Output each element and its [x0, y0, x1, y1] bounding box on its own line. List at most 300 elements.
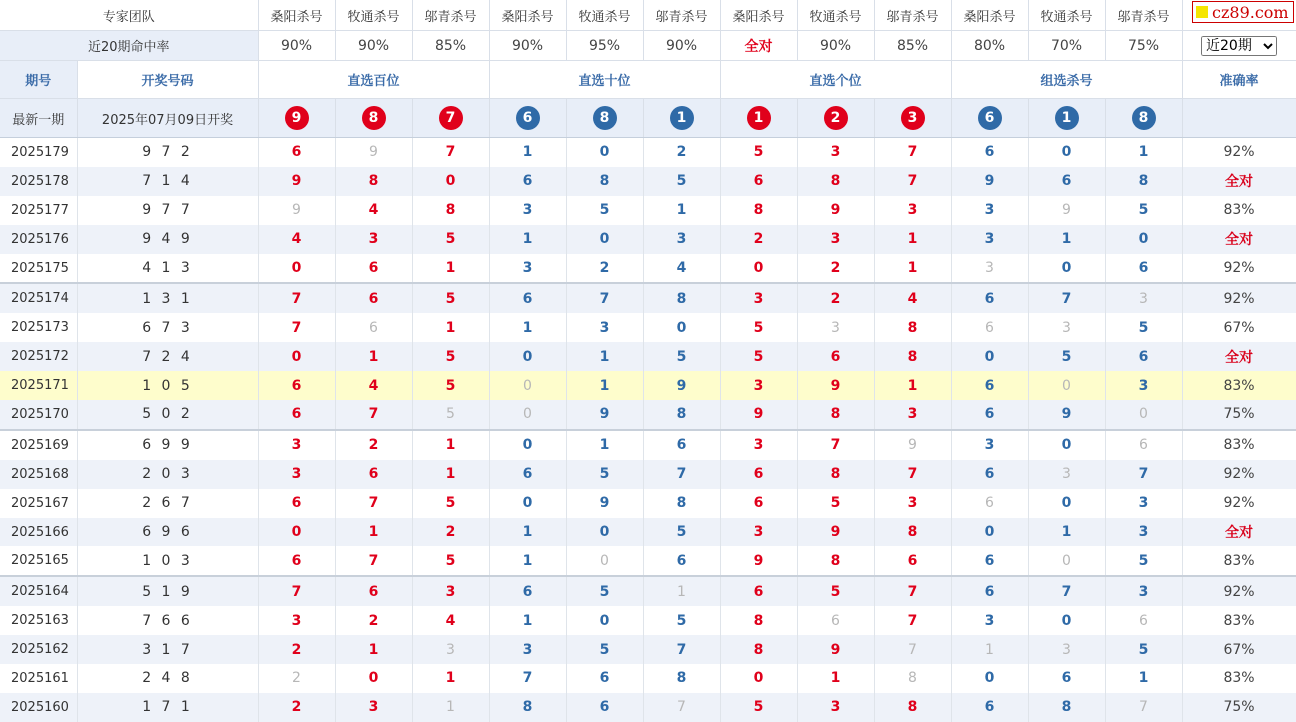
kill-pick: 8 [797, 400, 874, 430]
kill-pick: 3 [643, 225, 720, 254]
kill-pick: 5 [1105, 196, 1182, 225]
kill-pick: 8 [489, 693, 566, 722]
kill-pick: 9 [566, 400, 643, 430]
kill-pick: 8 [643, 283, 720, 313]
draw-numbers: 1 3 1 [77, 283, 258, 313]
kill-pick: 3 [797, 225, 874, 254]
kill-pick: 0 [566, 138, 643, 167]
kill-pick: 0 [1028, 430, 1105, 460]
accuracy-value: 全对 [1182, 167, 1296, 196]
kill-pick: 6 [797, 606, 874, 635]
kill-pick: 5 [643, 167, 720, 196]
kill-pick: 7 [1028, 283, 1105, 313]
kill-pick: 7 [797, 430, 874, 460]
kill-pick: 3 [951, 196, 1028, 225]
accuracy-value: 全对 [1182, 342, 1296, 371]
kill-pick: 6 [720, 167, 797, 196]
accuracy-value: 75% [1182, 693, 1296, 722]
logo-text: cz89.com [1212, 2, 1289, 22]
kill-pick: 1 [412, 693, 489, 722]
kill-pick: 7 [258, 313, 335, 342]
latest-pick-cell [874, 99, 951, 138]
kill-pick: 1 [335, 518, 412, 547]
site-logo[interactable] [1192, 1, 1294, 23]
table-row [0, 489, 1296, 518]
expert-name: 牧通杀号 [335, 0, 412, 31]
kill-pick: 0 [643, 313, 720, 342]
table-row [0, 167, 1296, 196]
kill-pick: 0 [489, 400, 566, 430]
kill-pick: 6 [566, 664, 643, 693]
draw-numbers: 7 1 4 [77, 167, 258, 196]
kill-pick: 0 [1028, 254, 1105, 284]
kill-pick: 6 [335, 460, 412, 489]
table-row [0, 693, 1296, 722]
table-row [0, 576, 1296, 606]
kill-pick: 6 [1105, 430, 1182, 460]
kill-pick: 4 [643, 254, 720, 284]
kill-pick: 3 [258, 460, 335, 489]
table-row [0, 546, 1296, 576]
kill-pick: 3 [258, 430, 335, 460]
expert-name: 桑阳杀号 [258, 0, 335, 31]
kill-pick: 2 [566, 254, 643, 284]
latest-pick-cell [335, 99, 412, 138]
issue-number: 2025169 [0, 430, 77, 460]
kill-pick: 3 [489, 196, 566, 225]
hit-rate: 85% [412, 31, 489, 61]
kill-pick: 1 [1028, 518, 1105, 547]
kill-pick: 6 [1028, 664, 1105, 693]
pick-ball: 6 [978, 106, 1002, 130]
kill-pick: 1 [412, 460, 489, 489]
table-row [0, 342, 1296, 371]
kill-pick: 8 [797, 460, 874, 489]
pick-ball: 8 [1132, 106, 1156, 130]
table-row [0, 138, 1296, 167]
kill-pick: 7 [874, 606, 951, 635]
kill-pick: 8 [797, 546, 874, 576]
table-row [0, 371, 1296, 400]
accuracy-value: 83% [1182, 546, 1296, 576]
accuracy-value: 83% [1182, 606, 1296, 635]
draw-numbers: 7 6 6 [77, 606, 258, 635]
kill-pick: 3 [335, 693, 412, 722]
kill-pick: 1 [874, 371, 951, 400]
group-header-combo: 组选杀号 [951, 61, 1182, 99]
kill-pick: 0 [335, 664, 412, 693]
kill-pick: 3 [951, 254, 1028, 284]
accuracy-value: 全对 [1182, 518, 1296, 547]
kill-pick: 8 [797, 167, 874, 196]
kill-pick: 7 [874, 576, 951, 606]
kill-pick: 7 [643, 635, 720, 664]
accuracy-value: 92% [1182, 460, 1296, 489]
kill-pick: 7 [1028, 576, 1105, 606]
accuracy-column-header: 准确率 [1182, 61, 1296, 99]
kill-pick: 9 [1028, 196, 1105, 225]
issue-number: 2025163 [0, 606, 77, 635]
hit-rate: 90% [643, 31, 720, 61]
kill-pick: 1 [335, 635, 412, 664]
accuracy-value: 83% [1182, 430, 1296, 460]
latest-pick-cell [412, 99, 489, 138]
draw-numbers: 6 7 3 [77, 313, 258, 342]
kill-pick: 9 [566, 489, 643, 518]
kill-pick: 6 [258, 546, 335, 576]
pick-ball: 1 [670, 106, 694, 130]
latest-accuracy-cell [1182, 99, 1296, 138]
period-select[interactable] [1201, 36, 1277, 56]
kill-pick: 3 [874, 400, 951, 430]
pick-ball: 1 [1055, 106, 1079, 130]
kill-pick: 1 [489, 546, 566, 576]
kill-pick: 8 [874, 664, 951, 693]
kill-pick: 3 [1028, 460, 1105, 489]
kill-pick: 1 [412, 430, 489, 460]
kill-pick: 7 [874, 138, 951, 167]
kill-pick: 2 [720, 225, 797, 254]
kill-pick: 6 [951, 546, 1028, 576]
kill-pick: 3 [720, 430, 797, 460]
kill-pick: 5 [797, 489, 874, 518]
kill-pick: 8 [720, 635, 797, 664]
kill-pick: 4 [258, 225, 335, 254]
kill-pick: 9 [874, 430, 951, 460]
latest-pick-cell [566, 99, 643, 138]
kill-pick: 6 [951, 489, 1028, 518]
kill-pick: 1 [412, 313, 489, 342]
latest-pick-cell [489, 99, 566, 138]
draw-numbers: 1 7 1 [77, 693, 258, 722]
kill-pick: 2 [335, 606, 412, 635]
hit-rate-label: 近20期命中率 [0, 31, 258, 61]
kill-pick: 1 [489, 606, 566, 635]
issue-number: 2025177 [0, 196, 77, 225]
kill-pick: 3 [951, 225, 1028, 254]
expert-name: 邬青杀号 [874, 0, 951, 31]
expert-name: 牧通杀号 [566, 0, 643, 31]
kill-pick: 4 [335, 371, 412, 400]
kill-pick: 3 [797, 313, 874, 342]
kill-pick: 5 [412, 400, 489, 430]
pick-ball: 8 [362, 106, 386, 130]
kill-pick: 6 [951, 313, 1028, 342]
issue-number: 2025164 [0, 576, 77, 606]
kill-pick: 0 [566, 606, 643, 635]
kill-pick: 0 [1028, 489, 1105, 518]
kill-pick: 3 [1105, 576, 1182, 606]
kill-pick: 7 [335, 489, 412, 518]
kill-pick: 6 [258, 371, 335, 400]
kill-pick: 3 [1105, 489, 1182, 518]
kill-pick: 0 [566, 225, 643, 254]
kill-pick: 7 [874, 635, 951, 664]
hit-rate: 90% [797, 31, 874, 61]
kill-pick: 9 [797, 635, 874, 664]
kill-pick: 1 [874, 225, 951, 254]
kill-pick: 0 [1028, 138, 1105, 167]
kill-pick: 9 [643, 371, 720, 400]
hit-rate: 90% [258, 31, 335, 61]
kill-pick: 6 [335, 576, 412, 606]
kill-pick: 0 [1028, 371, 1105, 400]
kill-pick: 0 [258, 342, 335, 371]
kill-pick: 2 [797, 254, 874, 284]
draw-numbers: 5 0 2 [77, 400, 258, 430]
kill-pick: 5 [720, 342, 797, 371]
kill-pick: 6 [258, 489, 335, 518]
issue-number: 2025171 [0, 371, 77, 400]
kill-pick: 6 [720, 460, 797, 489]
kill-pick: 7 [335, 546, 412, 576]
group-header-hundreds: 直选百位 [258, 61, 489, 99]
kill-pick: 7 [412, 138, 489, 167]
pick-ball: 9 [285, 106, 309, 130]
draw-numbers: 2 6 7 [77, 489, 258, 518]
latest-pick-cell [797, 99, 874, 138]
kill-pick: 6 [797, 342, 874, 371]
latest-pick-cell [1028, 99, 1105, 138]
pick-ball: 6 [516, 106, 540, 130]
kill-pick: 6 [489, 460, 566, 489]
kill-pick: 2 [335, 430, 412, 460]
kill-pick: 5 [1105, 635, 1182, 664]
kill-pick: 5 [643, 606, 720, 635]
accuracy-value: 92% [1182, 138, 1296, 167]
numbers-column-header: 开奖号码 [77, 61, 258, 99]
kill-pick: 1 [643, 196, 720, 225]
kill-pick: 5 [412, 225, 489, 254]
kill-pick: 3 [720, 371, 797, 400]
kill-pick: 7 [643, 693, 720, 722]
kill-pick: 0 [720, 254, 797, 284]
hit-rate: 90% [489, 31, 566, 61]
accuracy-value: 92% [1182, 283, 1296, 313]
kill-pick: 4 [412, 606, 489, 635]
issue-number: 2025160 [0, 693, 77, 722]
kill-pick: 1 [1105, 664, 1182, 693]
kill-pick: 3 [951, 606, 1028, 635]
kill-pick: 3 [489, 254, 566, 284]
kill-pick: 8 [720, 606, 797, 635]
kill-pick: 7 [1105, 693, 1182, 722]
issue-number: 2025168 [0, 460, 77, 489]
kill-pick: 6 [951, 460, 1028, 489]
expert-name: 邬青杀号 [1105, 0, 1182, 31]
kill-pick: 5 [720, 138, 797, 167]
kill-pick: 6 [951, 283, 1028, 313]
kill-pick: 2 [258, 664, 335, 693]
kill-pick: 7 [335, 400, 412, 430]
team-label: 专家团队 [0, 0, 258, 31]
draw-numbers: 2 4 8 [77, 664, 258, 693]
kill-pick: 6 [1105, 342, 1182, 371]
kill-pick: 5 [643, 342, 720, 371]
kill-pick: 9 [797, 518, 874, 547]
table-row [0, 254, 1296, 284]
kill-pick: 6 [1105, 254, 1182, 284]
kill-pick: 8 [643, 664, 720, 693]
latest-draw-date: 2025年07月09日开奖 [77, 99, 258, 138]
kill-pick: 8 [1028, 693, 1105, 722]
issue-number: 2025178 [0, 167, 77, 196]
accuracy-value: 83% [1182, 196, 1296, 225]
kill-pick: 1 [489, 313, 566, 342]
kill-pick: 1 [643, 576, 720, 606]
kill-pick: 9 [258, 196, 335, 225]
kill-pick: 1 [797, 664, 874, 693]
kill-pick: 6 [643, 546, 720, 576]
kill-pick: 7 [258, 283, 335, 313]
kill-pick: 6 [489, 576, 566, 606]
kill-pick: 3 [1028, 313, 1105, 342]
kill-pick: 7 [874, 460, 951, 489]
issue-number: 2025167 [0, 489, 77, 518]
hit-rate: 70% [1028, 31, 1105, 61]
hit-rate: 95% [566, 31, 643, 61]
kill-pick: 7 [1105, 460, 1182, 489]
latest-pick-cell [643, 99, 720, 138]
expert-name: 桑阳杀号 [720, 0, 797, 31]
kill-pick: 7 [489, 664, 566, 693]
accuracy-value: 92% [1182, 254, 1296, 284]
kill-pick: 7 [258, 576, 335, 606]
hit-rate: 全对 [720, 31, 797, 61]
latest-pick-cell [258, 99, 335, 138]
kill-pick: 3 [1028, 635, 1105, 664]
kill-pick: 9 [720, 400, 797, 430]
kill-pick: 6 [874, 546, 951, 576]
kill-pick: 4 [874, 283, 951, 313]
draw-numbers: 5 1 9 [77, 576, 258, 606]
period-select-cell [1182, 31, 1296, 61]
kill-pick: 5 [797, 576, 874, 606]
kill-pick: 6 [1028, 167, 1105, 196]
kill-pick: 0 [566, 518, 643, 547]
kill-pick: 0 [489, 489, 566, 518]
kill-pick: 6 [643, 430, 720, 460]
kill-pick: 5 [412, 371, 489, 400]
kill-pick: 6 [489, 167, 566, 196]
kill-pick: 5 [412, 546, 489, 576]
pick-ball: 7 [439, 106, 463, 130]
table-row [0, 196, 1296, 225]
kill-pick: 6 [258, 138, 335, 167]
expert-name: 桑阳杀号 [951, 0, 1028, 31]
draw-numbers: 7 2 4 [77, 342, 258, 371]
kill-pick: 9 [335, 138, 412, 167]
table-row [0, 460, 1296, 489]
issue-number: 2025166 [0, 518, 77, 547]
kill-pick: 1 [951, 635, 1028, 664]
kill-pick: 0 [1105, 225, 1182, 254]
kill-pick: 3 [797, 138, 874, 167]
kill-pick: 2 [643, 138, 720, 167]
kill-pick: 8 [874, 518, 951, 547]
kill-pick: 8 [874, 342, 951, 371]
kill-pick: 8 [720, 196, 797, 225]
issue-column-header: 期号 [0, 61, 77, 99]
issue-number: 2025173 [0, 313, 77, 342]
draw-numbers: 1 0 5 [77, 371, 258, 400]
hit-rate-row [0, 31, 1296, 61]
kill-pick: 6 [720, 489, 797, 518]
kill-pick: 6 [720, 576, 797, 606]
draw-numbers: 9 4 9 [77, 225, 258, 254]
expert-name: 牧通杀号 [1028, 0, 1105, 31]
kill-pick: 9 [797, 371, 874, 400]
kill-pick: 0 [1028, 546, 1105, 576]
kill-pick: 2 [258, 693, 335, 722]
kill-pick: 3 [720, 283, 797, 313]
kill-pick: 1 [412, 254, 489, 284]
accuracy-value: 67% [1182, 635, 1296, 664]
kill-pick: 9 [951, 167, 1028, 196]
kill-pick: 8 [412, 196, 489, 225]
kill-pick: 9 [1028, 400, 1105, 430]
kill-pick: 3 [258, 606, 335, 635]
kill-pick: 0 [1105, 400, 1182, 430]
accuracy-value: 92% [1182, 489, 1296, 518]
kill-pick: 6 [951, 138, 1028, 167]
kill-pick: 5 [412, 283, 489, 313]
kill-pick: 8 [1105, 167, 1182, 196]
kill-pick: 8 [643, 400, 720, 430]
kill-pick: 6 [335, 313, 412, 342]
draw-numbers: 1 0 3 [77, 546, 258, 576]
kill-pick: 6 [951, 576, 1028, 606]
kill-pick: 0 [489, 430, 566, 460]
kill-pick: 1 [566, 371, 643, 400]
table-row [0, 430, 1296, 460]
table-row [0, 313, 1296, 342]
kill-pick: 6 [951, 400, 1028, 430]
kill-pick: 6 [489, 283, 566, 313]
kill-pick: 0 [951, 518, 1028, 547]
kill-pick: 1 [489, 225, 566, 254]
kill-pick: 0 [951, 342, 1028, 371]
kill-pick: 6 [1105, 606, 1182, 635]
kill-pick: 3 [720, 518, 797, 547]
issue-number: 2025162 [0, 635, 77, 664]
kill-pick: 3 [951, 430, 1028, 460]
expert-name: 牧通杀号 [797, 0, 874, 31]
kill-pick: 1 [335, 342, 412, 371]
kill-pick: 3 [489, 635, 566, 664]
latest-pick-cell [1105, 99, 1182, 138]
accuracy-value: 92% [1182, 576, 1296, 606]
accuracy-value: 全对 [1182, 225, 1296, 254]
kill-pick: 0 [258, 518, 335, 547]
draw-numbers: 2 0 3 [77, 460, 258, 489]
accuracy-value: 83% [1182, 664, 1296, 693]
pick-ball: 3 [901, 106, 925, 130]
issue-number: 2025172 [0, 342, 77, 371]
kill-pick: 1 [1105, 138, 1182, 167]
kill-pick: 5 [1105, 313, 1182, 342]
kill-pick: 6 [258, 400, 335, 430]
kill-pick: 5 [566, 576, 643, 606]
kill-pick: 2 [412, 518, 489, 547]
kill-pick: 5 [412, 489, 489, 518]
kill-pick: 8 [643, 489, 720, 518]
kill-pick: 1 [1028, 225, 1105, 254]
kill-pick: 3 [1105, 518, 1182, 547]
kill-pick: 6 [566, 693, 643, 722]
kill-pick: 7 [566, 283, 643, 313]
kill-pick: 3 [1105, 283, 1182, 313]
